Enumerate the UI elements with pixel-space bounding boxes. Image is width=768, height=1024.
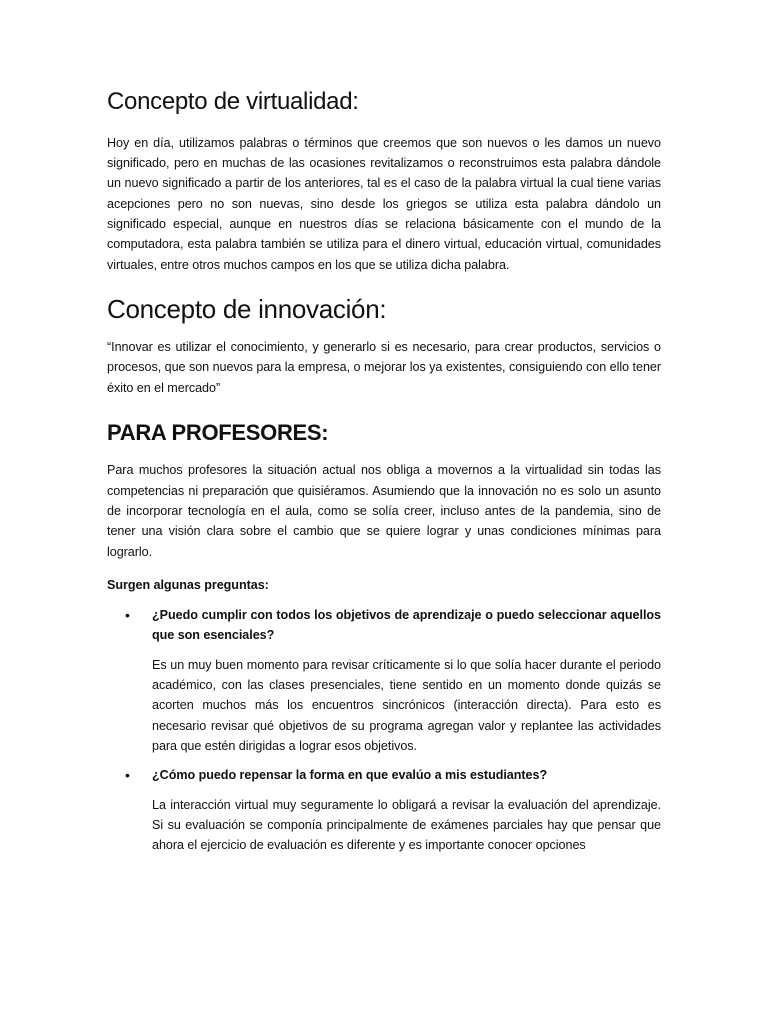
heading-concepto-innovacion: Concepto de innovación: (107, 293, 387, 324)
questions-label: Surgen algunas preguntas: (107, 577, 269, 592)
document-page (107, 88, 661, 864)
paragraph-virtualidad: Hoy en día, utilizamos palabras o términos que creemos que son nuevos o les damos un nuevo significado, pero en muchas de las ocasiones revitalizamos o reconstruimos esta palabra dándole un nuevo significado a partir de los anteriores, tal es el caso de la palabra virtual la cual tiene varias acepciones pero no son nuevas, sino desde los griegos se utiliza esta palabra dándolo un significado especial, aunque en nuestros días se relaciona básicamente con el mundo de la computadora, esta palabra también se utiliza para el dinero virtual, educación virtual, comunidades virtuales, entre otros muchos campos en los que se utiliza dicha palabra. (107, 135, 661, 272)
heading-concepto-virtualidad: Concepto de virtualidad: (107, 88, 359, 115)
paragraph-innovacion-quote: “Innovar es utilizar el conocimiento, y generarlo si es necesario, para crear productos, servicios o procesos, que son nuevos para la empresa, o mejorar los ya existentes, consiguiendo con ello tener éxito en el mercado” (107, 340, 661, 395)
question-text: ¿Puedo cumplir con todos los objetivos de aprendizaje o puedo seleccionar aquellos que son esenciales? (152, 608, 661, 643)
paragraph-profesores: Para muchos profesores la situación actual nos obliga a movernos a la virtualidad sin todas las competencias ni preparación que quisiéramos. Asumiendo que la innovación no es solo un asunto de incorporar tecnología en el aula, como se solía creer, incluso antes de la pandemia, sino de tener una visión clara sobre el cambio que se quiere lograr y unas condiciones mínimas para lograrlo. (107, 463, 661, 559)
question-text: ¿Cómo puedo repensar la forma en que evalúo a mis estudiantes? (152, 768, 548, 783)
heading-para-profesores: PARA PROFESORES: (107, 419, 329, 445)
questions-list (107, 605, 661, 855)
answer-text: Es un muy buen momento para revisar críticamente si lo que solía hacer durante el periodo académico, con las clases presenciales, tiene sentido en un momento donde quizás se acorten muchos más los encuentros sincrónicos (interacción directa). Para esto es necesario revisar qué objetivos de su programa agregan valor y replantee las actividades para que estén dirigidas a lograr esos objetivos. (152, 657, 661, 753)
list-item (107, 605, 661, 756)
list-item (107, 765, 661, 855)
answer-text: La interacción virtual muy seguramente lo obligará a revisar la evaluación del aprendizaje. Si su evaluación se componía principalmente de exámenes parciales hay que pensar que ahora el ejercicio de evaluación es diferente y es importante conocer opciones (152, 797, 661, 853)
bullet-icon: • (125, 767, 130, 784)
bullet-icon: • (125, 607, 130, 624)
